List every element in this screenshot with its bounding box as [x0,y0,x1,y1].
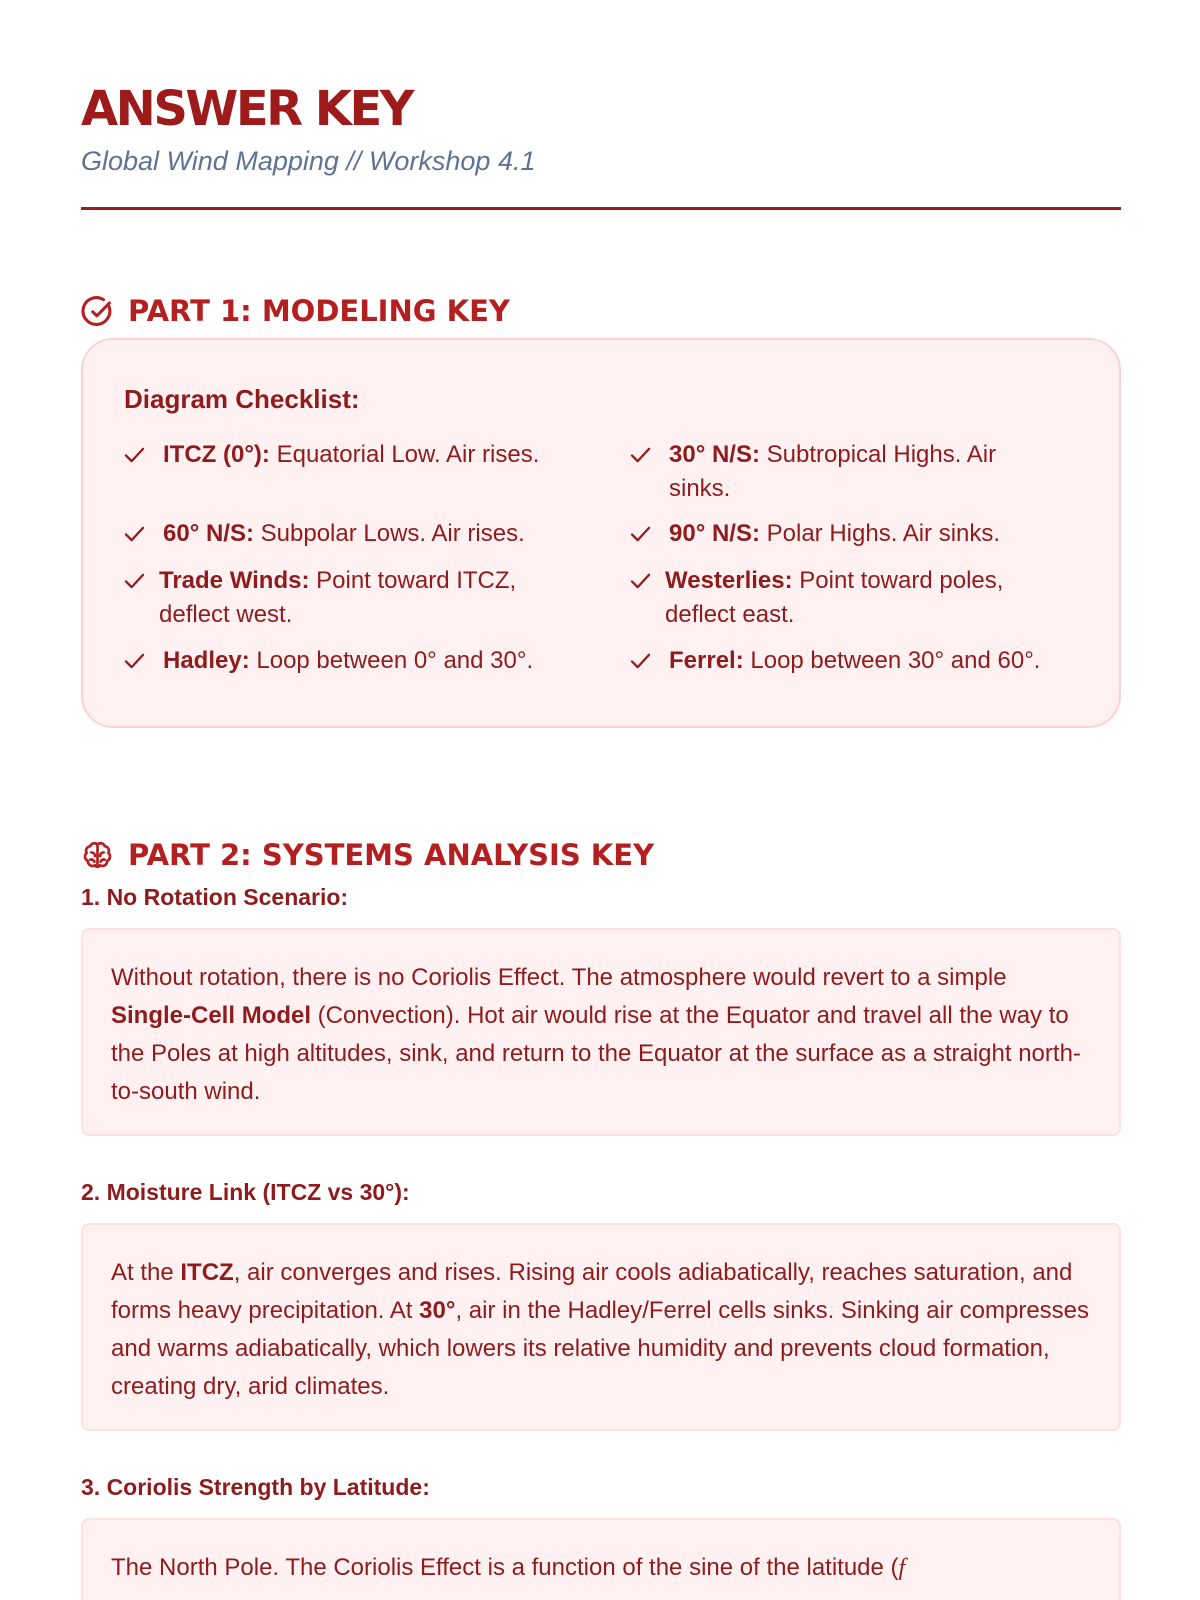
brain-icon [81,839,114,872]
checklist-item [124,517,554,551]
checklist-item-description: Point toward poles, deflect east. [665,567,1004,628]
checklist-item-text [124,517,554,551]
checklist-item [124,438,554,472]
checkmark-icon [124,526,145,543]
answer-text: At the [111,1259,181,1286]
checklist-item-description: Loop between 0° and 30°. [249,647,534,674]
checklist-item-description: Loop between 30° and 60°. [743,647,1041,674]
question-1-label: 1. No Rotation Scenario: [81,884,349,910]
checklist-item-text [630,644,1060,678]
checklist-item-text [124,438,554,472]
checklist-item-description: Subtropical Highs. Air sinks. [669,441,997,502]
answer-text: Without rotation, there is no Coriolis Effect. The atmosphere would revert to a simple [111,964,1007,991]
checklist-item [630,564,1060,632]
checklist-item-text [124,564,554,632]
question-2-answer [81,1223,1121,1431]
question-3-label: 3. Coriolis Strength by Latitude: [81,1474,430,1500]
checklist-item-label: 90° N/S: [669,520,760,547]
checklist-item-label: 60° N/S: [163,520,254,547]
math-variable-f: f [898,1555,906,1581]
checklist-item-text [630,438,1060,506]
answer-text: The North Pole. The Coriolis Effect is a function of the sine of the latitude ( [111,1554,899,1581]
checklist-item-text [630,564,1060,632]
checklist-item-text [124,644,554,678]
check-circle-icon [81,295,114,328]
checklist-item-description: Equatorial Low. Air rises. [269,441,540,468]
answer-emphasis: 30° [419,1297,456,1324]
checklist-item-label: 30° N/S: [669,441,760,468]
checkmark-icon [124,447,145,464]
checklist-item-label: Westerlies: [665,567,793,594]
checklist-item [124,644,554,678]
checklist-item-description: Point toward ITCZ, deflect west. [159,567,517,628]
diagram-checklist-panel [81,338,1121,728]
checklist-item-label: ITCZ (0°): [163,441,270,468]
checkmark-icon [630,653,651,670]
header-divider [81,207,1121,210]
answer-text: (Convection). Hot air would rise at the Equator and travel all the way to the Poles at high altitudes, sink, and return to the Equator at the surface as a straight north-to-south wind. [111,1002,1081,1105]
checklist-item-label: Trade Winds: [159,567,310,594]
question-2-label: 2. Moisture Link (ITCZ vs 30°): [81,1179,410,1205]
checkmark-icon [630,447,651,464]
page-title: ANSWER KEY [81,81,413,137]
page-subtitle: Global Wind Mapping // Workshop 4.1 [81,146,536,176]
checkmark-icon [630,573,651,590]
checklist-item-label: Ferrel: [669,647,744,674]
answer-text: , air converges and rises. Rising air cools adiabatically, reaches saturation, and forms heavy precipitation. At [111,1259,1073,1324]
checklist-item-description: Subpolar Lows. Air rises. [253,520,525,547]
checklist-item [630,438,1060,506]
part-1-heading [81,291,510,331]
answer-emphasis: Single-Cell Model [111,1002,312,1029]
part-2-heading [81,835,654,875]
checklist-item-label: Hadley: [163,647,250,674]
answer-text: , air in the Hadley/Ferrel cells sinks. Sinking air compresses and warms adiabatically, which lowers its relative humidity and prevents cloud formation, creating dry, arid climates. [111,1297,1090,1400]
answer-emphasis: ITCZ [180,1259,234,1286]
checklist-item-description: Polar Highs. Air sinks. [759,520,1001,547]
part-1-heading-text: PART 1: MODELING KEY [128,294,510,329]
checklist-item [630,644,1060,678]
checklist-title: Diagram Checklist: [124,384,360,414]
checkmark-icon [124,573,145,590]
checkmark-icon [630,526,651,543]
question-1-answer [81,928,1121,1136]
part-2-heading-text: PART 2: SYSTEMS ANALYSIS KEY [128,838,655,873]
checklist-item-text [630,517,1060,551]
checklist-item [630,517,1060,551]
checklist-item [124,564,554,632]
checkmark-icon [124,653,145,670]
question-3-answer [81,1518,1121,1600]
